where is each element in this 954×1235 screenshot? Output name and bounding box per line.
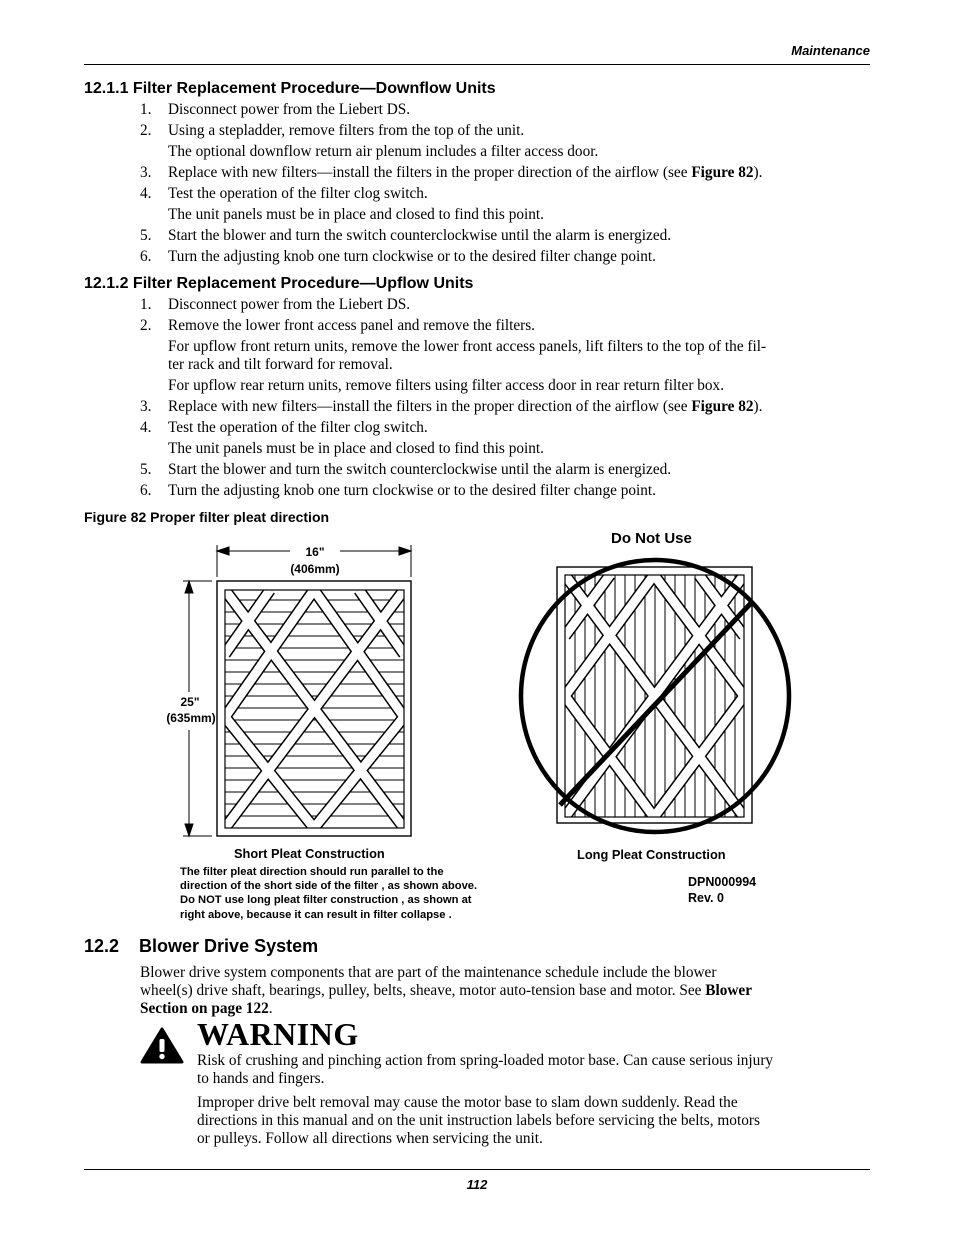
- step-number: 2.: [140, 122, 152, 139]
- blower-link: Blower: [705, 982, 753, 999]
- height-mm-label: (635mm): [166, 711, 216, 725]
- short-pleat-label: Short Pleat Construction: [234, 846, 385, 861]
- warning-p2-line: directions in this manual and on the unit instruction labels before servicing the belts, motors: [197, 1112, 760, 1129]
- figure-caption: [180, 865, 477, 922]
- blower-paragraph: [140, 964, 875, 1018]
- step-number: 5.: [140, 227, 152, 244]
- blower-line-2: [140, 982, 875, 1000]
- step-text-main: Test the operation of the filter clog switch.: [168, 185, 428, 202]
- step-text-main: Replace with new filters—install the filters in the proper direction of the airflow (see: [168, 164, 692, 181]
- width-label: 16": [290, 545, 340, 559]
- warning-body: [197, 1052, 877, 1148]
- step-text-main: Remove the lower front access panel and remove the filters.: [168, 317, 535, 334]
- warning-p1-line: Risk of crushing and pinching action from spring-loaded motor base. Can cause serious injury: [197, 1052, 774, 1069]
- figure-title: Figure 82 Proper filter pleat direction: [84, 509, 330, 525]
- step-text-main: Replace with new filters—install the filters in the proper direction of the airflow (see: [168, 398, 692, 415]
- blower-page-ref: Section on page 122: [140, 1000, 269, 1017]
- step-number: 2.: [140, 317, 152, 334]
- step-number: 4.: [140, 419, 152, 436]
- step-text-main: The optional downflow return air plenum includes a filter access door.: [168, 143, 599, 160]
- do-not-use-label: Do Not Use: [611, 530, 692, 547]
- page-number: 112: [466, 1177, 488, 1192]
- blower-line-2-text: wheel(s) drive shaft, bearings, pulley, belts, sheave, motor auto-tension base and motor. See: [140, 982, 706, 999]
- step-text-main: ter rack and tilt forward for removal.: [168, 356, 393, 373]
- step-text-main: Using a stepladder, remove filters from the top of the unit.: [168, 122, 525, 139]
- footer-rule: [84, 1169, 870, 1170]
- step-text-main: Disconnect power from the Liebert DS.: [168, 296, 411, 313]
- doc-number: DPN000994: [688, 875, 757, 889]
- step-text-main: The unit panels must be in place and closed to find this point.: [168, 206, 544, 223]
- caption-line: direction of the short side of the filter , as shown above.: [180, 880, 478, 893]
- warning-triangle-icon: [140, 1027, 184, 1064]
- step-text-main: For upflow front return units, remove the lower front access panels, lift filters to the top of the fil-: [168, 338, 767, 355]
- step-number: 3.: [140, 164, 152, 181]
- blower-line-1: Blower drive system components that are part of the maintenance schedule include the blower: [140, 964, 717, 981]
- warning-p2-line: Improper drive belt removal may cause the motor base to slam down suddenly. Read the: [197, 1094, 738, 1111]
- step-text-main: Start the blower and turn the switch counterclockwise until the alarm is energized.: [168, 227, 672, 244]
- step-number: 4.: [140, 185, 152, 202]
- long-pleat-filter: [557, 567, 752, 823]
- section-heading-12-1-2: 12.1.2 Filter Replacement Procedure—Upflow Units: [84, 275, 474, 292]
- caption-line: The filter pleat direction should run parallel to the: [180, 866, 444, 878]
- caption-line: Do NOT use long pleat filter construction , as shown at: [180, 894, 472, 907]
- document-id: [688, 874, 756, 906]
- step-text-main: Disconnect power from the Liebert DS.: [168, 101, 411, 118]
- step-number: 1.: [140, 101, 152, 118]
- warning-p2-line: or pulleys. Follow all directions when servicing the unit.: [197, 1130, 543, 1147]
- step-text-main: Turn the adjusting knob one turn clockwise or to the desired filter change point.: [168, 248, 656, 265]
- section-heading-12-1-1: 12.1.1 Filter Replacement Procedure—Downflow Units: [84, 80, 496, 97]
- caption-line: right above, because it can result in filter collapse .: [180, 908, 452, 921]
- blower-line-3-tail: .: [268, 1000, 273, 1017]
- warning-p1-line: to hands and fingers.: [197, 1070, 325, 1087]
- figure-reference: Figure 82: [691, 164, 754, 181]
- height-label: 25": [180, 695, 200, 709]
- step-text-tail: ).: [753, 398, 763, 415]
- step-text-main: The unit panels must be in place and closed to find this point.: [168, 440, 544, 457]
- step-number: 6.: [140, 248, 152, 265]
- section-heading-12-2: 12.2 Blower Drive System: [84, 936, 319, 956]
- figure-reference: Figure 82: [691, 398, 754, 415]
- doc-revision: Rev. 0: [688, 891, 724, 905]
- running-header: Maintenance: [791, 43, 870, 58]
- step-number: 3.: [140, 398, 152, 415]
- long-pleat-label: Long Pleat Construction: [577, 847, 726, 862]
- step-number: 1.: [140, 296, 152, 313]
- step-number: 6.: [140, 482, 152, 499]
- step-text-tail: ).: [753, 164, 763, 181]
- step-text-main: Turn the adjusting knob one turn clockwise or to the desired filter change point.: [168, 482, 656, 499]
- step-text-main: For upflow rear return units, remove filters using filter access door in rear return filter box.: [168, 377, 725, 394]
- step-number: 5.: [140, 461, 152, 478]
- step-text-main: Test the operation of the filter clog switch.: [168, 419, 428, 436]
- step-text-main: Start the blower and turn the switch counterclockwise until the alarm is energized.: [168, 461, 672, 478]
- warning-title: WARNING: [197, 1016, 359, 1052]
- width-mm-label: (406mm): [290, 562, 340, 576]
- short-pleat-filter: [217, 581, 411, 836]
